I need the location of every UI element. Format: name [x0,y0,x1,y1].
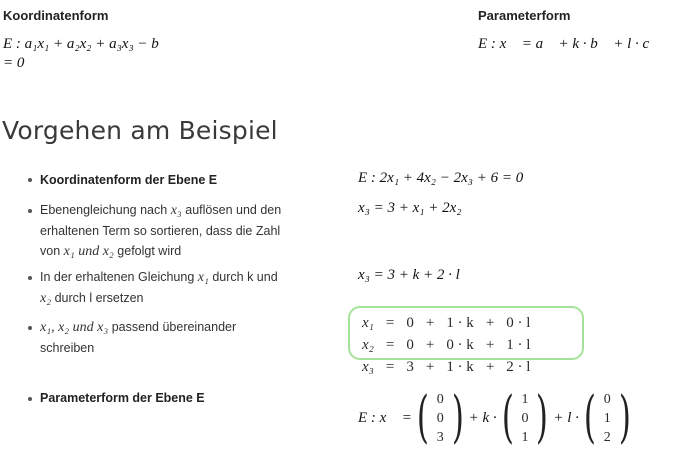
koordinatenform-formula-line1: E : a₁x₁ + a₂x₂ + a₃x₃ − b [3,36,159,52]
bullet-icon [28,326,32,330]
equation-row-3: x₃ = 3 + 1 · k + 2 · l [362,358,531,375]
step-3-text: In der erhaltenen Gleichung x₁ durch k und x₂ durch l ersetzen [40,270,278,306]
step-2-text: Ebenengleichung nach x₃ auflösen und den erhaltenen Term so sortieren, dass die Zahl von x₁ und x₂ gefolgt wird [40,203,282,259]
parameterform-title: Parameterform [478,8,571,23]
step-4-text: x₁, x₂ und x₃ passend übereinander schreiben [40,320,237,355]
parameterform-formula: E : x⃗ = a⃗ + k · b⃗ + l · c⃗ [478,36,661,52]
step-5-text: Parameterform der Ebene E [40,391,205,405]
bullet-icon [28,397,32,401]
vector-direction-2: ( 0 1 2 ) [583,385,631,450]
koordinatenform-title: Koordinatenform [3,8,109,23]
bullet-icon [28,209,32,213]
param-op-l: + l · [553,409,579,426]
bullet-icon [28,276,32,280]
step-1-formula: E : 2x₁ + 4x₂ − 2x₃ + 6 = 0 [358,170,524,186]
vector-support: ( 0 0 3 ) [416,385,464,450]
equation-row-2: x₂ = 0 + 0 · k + 1 · l [362,336,531,353]
bullet-icon [28,178,32,182]
parameter-form-result [358,386,636,450]
equation-system [356,312,536,378]
step-1-text: Koordinatenform der Ebene E [40,173,218,187]
param-prefix: E : x⃗ = [358,409,412,426]
vector-direction-1: ( 1 0 1 ) [501,385,549,450]
koordinatenform-formula-line2: = 0 [3,55,25,71]
step-2-formula: x₃ = 3 + x₁ + 2x₂ [358,200,462,216]
step-3-formula: x₃ = 3 + k + 2 · l [358,267,460,283]
equation-row-1: x₁ = 0 + 1 · k + 0 · l [362,314,531,331]
section-heading: Vorgehen am Beispiel [2,116,278,145]
param-op-k: + k · [468,409,497,426]
